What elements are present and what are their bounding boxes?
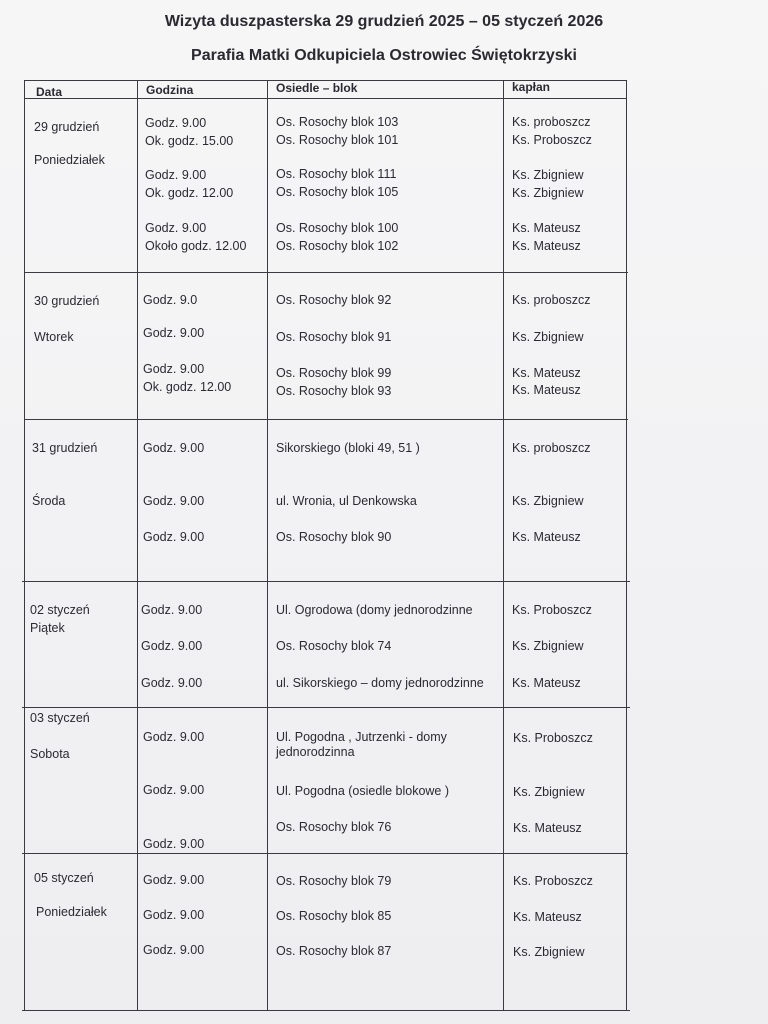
- column-divider: [626, 80, 627, 1011]
- day-weekday: Wtorek: [34, 330, 74, 344]
- table-border-bottom: [22, 1010, 630, 1011]
- entry-time: Godz. 9.00: [145, 168, 207, 182]
- entry-place: Os. Rosochy blok 105: [276, 185, 399, 199]
- entry-time: Godz. 9.00: [143, 362, 205, 376]
- entry-priest: Ks. proboszcz: [512, 115, 591, 129]
- entry-place: ul. Wronia, ul Denkowska: [276, 494, 417, 508]
- day-weekday: Piątek: [30, 621, 65, 635]
- entry-time: Godz. 9.00: [143, 326, 205, 340]
- row-divider: [22, 581, 630, 582]
- column-divider: [137, 80, 138, 1011]
- entry-place: Os. Rosochy blok 102: [276, 239, 399, 253]
- table-header-divider: [24, 98, 626, 99]
- entry-time: Godz. 9.0: [143, 293, 198, 307]
- entry-time: Godz. 9.00: [141, 639, 203, 653]
- entry-time: Godz. 9.00: [145, 221, 207, 235]
- row-divider: [22, 707, 630, 708]
- entry-priest: Ks. Mateusz: [512, 676, 581, 690]
- entry-time: Godz. 9.00: [143, 873, 205, 887]
- entry-priest: Ks. Mateusz: [512, 366, 581, 380]
- entry-priest: Ks. Proboszcz: [513, 731, 593, 745]
- day-date: 30 grudzień: [34, 294, 100, 308]
- entry-time: Godz. 9.00: [141, 603, 203, 617]
- entry-priest: Ks. Mateusz: [512, 530, 581, 544]
- entry-priest: Ks. Zbigniew: [512, 494, 584, 508]
- entry-priest: Ks. proboszcz: [512, 293, 591, 307]
- entry-time: Godz. 9.00: [143, 783, 205, 797]
- column-header-date: Data: [36, 85, 63, 99]
- entry-place: Os. Rosochy blok 111: [276, 167, 397, 181]
- entry-priest: Ks. Zbigniew: [512, 639, 584, 653]
- entry-place: Sikorskiego (bloki 49, 51 ): [276, 441, 420, 455]
- entry-priest: Ks. Zbigniew: [513, 785, 585, 799]
- entry-place: Os. Rosochy blok 85: [276, 909, 392, 923]
- entry-place: Os. Rosochy blok 76: [276, 820, 392, 834]
- entry-place: Ul. Pogodna , Jutrzenki - domy jednorodzinna: [276, 730, 447, 759]
- entry-time: Godz. 9.00: [143, 908, 205, 922]
- entry-time: Godz. 9.00: [143, 530, 205, 544]
- day-weekday: Sobota: [30, 747, 70, 761]
- day-date: 05 styczeń: [34, 871, 94, 885]
- entry-time: Godz. 9.00: [141, 676, 203, 690]
- day-weekday: Środa: [32, 494, 66, 508]
- entry-place: Ul. Ogrodowa (domy jednorodzinne: [276, 603, 473, 617]
- entry-place: ul. Sikorskiego – domy jednorodzinne: [276, 676, 484, 690]
- day-weekday: Poniedziałek: [36, 905, 107, 919]
- entry-priest: Ks. proboszcz: [512, 441, 591, 455]
- day-weekday: Poniedziałek: [34, 153, 105, 167]
- entry-time: Godz. 9.00: [143, 730, 205, 744]
- entry-place: Os. Rosochy blok 87: [276, 944, 392, 958]
- document-subtitle: Parafia Matki Odkupiciela Ostrowiec Świętokrzyski: [191, 47, 577, 64]
- entry-priest: Ks. Proboszcz: [512, 603, 592, 617]
- day-date: 02 styczeń: [30, 603, 90, 617]
- entry-place: Os. Rosochy blok 92: [276, 293, 392, 307]
- column-divider: [503, 80, 504, 1011]
- column-header-time: Godzina: [146, 83, 194, 97]
- entry-place: Os. Rosochy blok 99: [276, 366, 392, 380]
- entry-place: Os. Rosochy blok 101: [276, 133, 399, 147]
- entry-priest: Ks. Mateusz: [513, 821, 582, 835]
- entry-priest: Ks. Zbigniew: [513, 945, 585, 959]
- entry-place: Os. Rosochy blok 79: [276, 874, 392, 888]
- entry-priest: Ks. Proboszcz: [512, 133, 592, 147]
- entry-priest: Ks. Mateusz: [512, 383, 581, 397]
- row-divider: [24, 272, 628, 273]
- entry-time: Godz. 9.00: [143, 441, 205, 455]
- day-date: 29 grudzień: [34, 120, 100, 134]
- entry-time: Godz. 9.00: [143, 494, 205, 508]
- entry-priest: Ks. Mateusz: [513, 910, 582, 924]
- entry-time: Ok. godz. 12.00: [143, 380, 232, 394]
- entry-priest: Ks. Mateusz: [512, 221, 581, 235]
- entry-time: Około godz. 12.00: [145, 239, 247, 253]
- entry-time: Ok. godz. 12.00: [145, 186, 234, 200]
- entry-priest: Ks. Mateusz: [512, 239, 581, 253]
- row-divider: [24, 419, 628, 420]
- entry-time: Godz. 9.00: [143, 837, 205, 851]
- column-divider: [24, 80, 25, 1011]
- entry-priest: Ks. Zbigniew: [512, 330, 584, 344]
- day-date: 03 styczeń: [30, 711, 90, 725]
- entry-priest: Ks. Zbigniew: [512, 186, 584, 200]
- column-header-location: Osiedle – blok: [276, 81, 358, 95]
- entry-place: Os. Rosochy blok 90: [276, 530, 392, 544]
- document-title: Wizyta duszpasterska 29 grudzień 2025 – 05 styczeń 2026: [164, 13, 604, 30]
- entry-priest: Ks. Proboszcz: [513, 874, 593, 888]
- entry-time: Ok. godz. 15.00: [145, 134, 234, 148]
- entry-priest: Ks. Zbigniew: [512, 168, 584, 182]
- entry-place: Os. Rosochy blok 100: [276, 221, 399, 235]
- entry-place: Os. Rosochy blok 103: [276, 115, 399, 129]
- entry-place: Os. Rosochy blok 93: [276, 384, 392, 398]
- column-header-priest: kapłan: [512, 80, 551, 94]
- entry-time: Godz. 9.00: [143, 943, 205, 957]
- entry-place: Os. Rosochy blok 74: [276, 639, 392, 653]
- entry-place: Ul. Pogodna (osiedle blokowe ): [276, 784, 450, 798]
- day-date: 31 grudzień: [32, 441, 98, 455]
- column-divider: [267, 80, 268, 1011]
- entry-place: Os. Rosochy blok 91: [276, 330, 392, 344]
- row-divider: [22, 853, 628, 854]
- entry-time: Godz. 9.00: [145, 116, 207, 130]
